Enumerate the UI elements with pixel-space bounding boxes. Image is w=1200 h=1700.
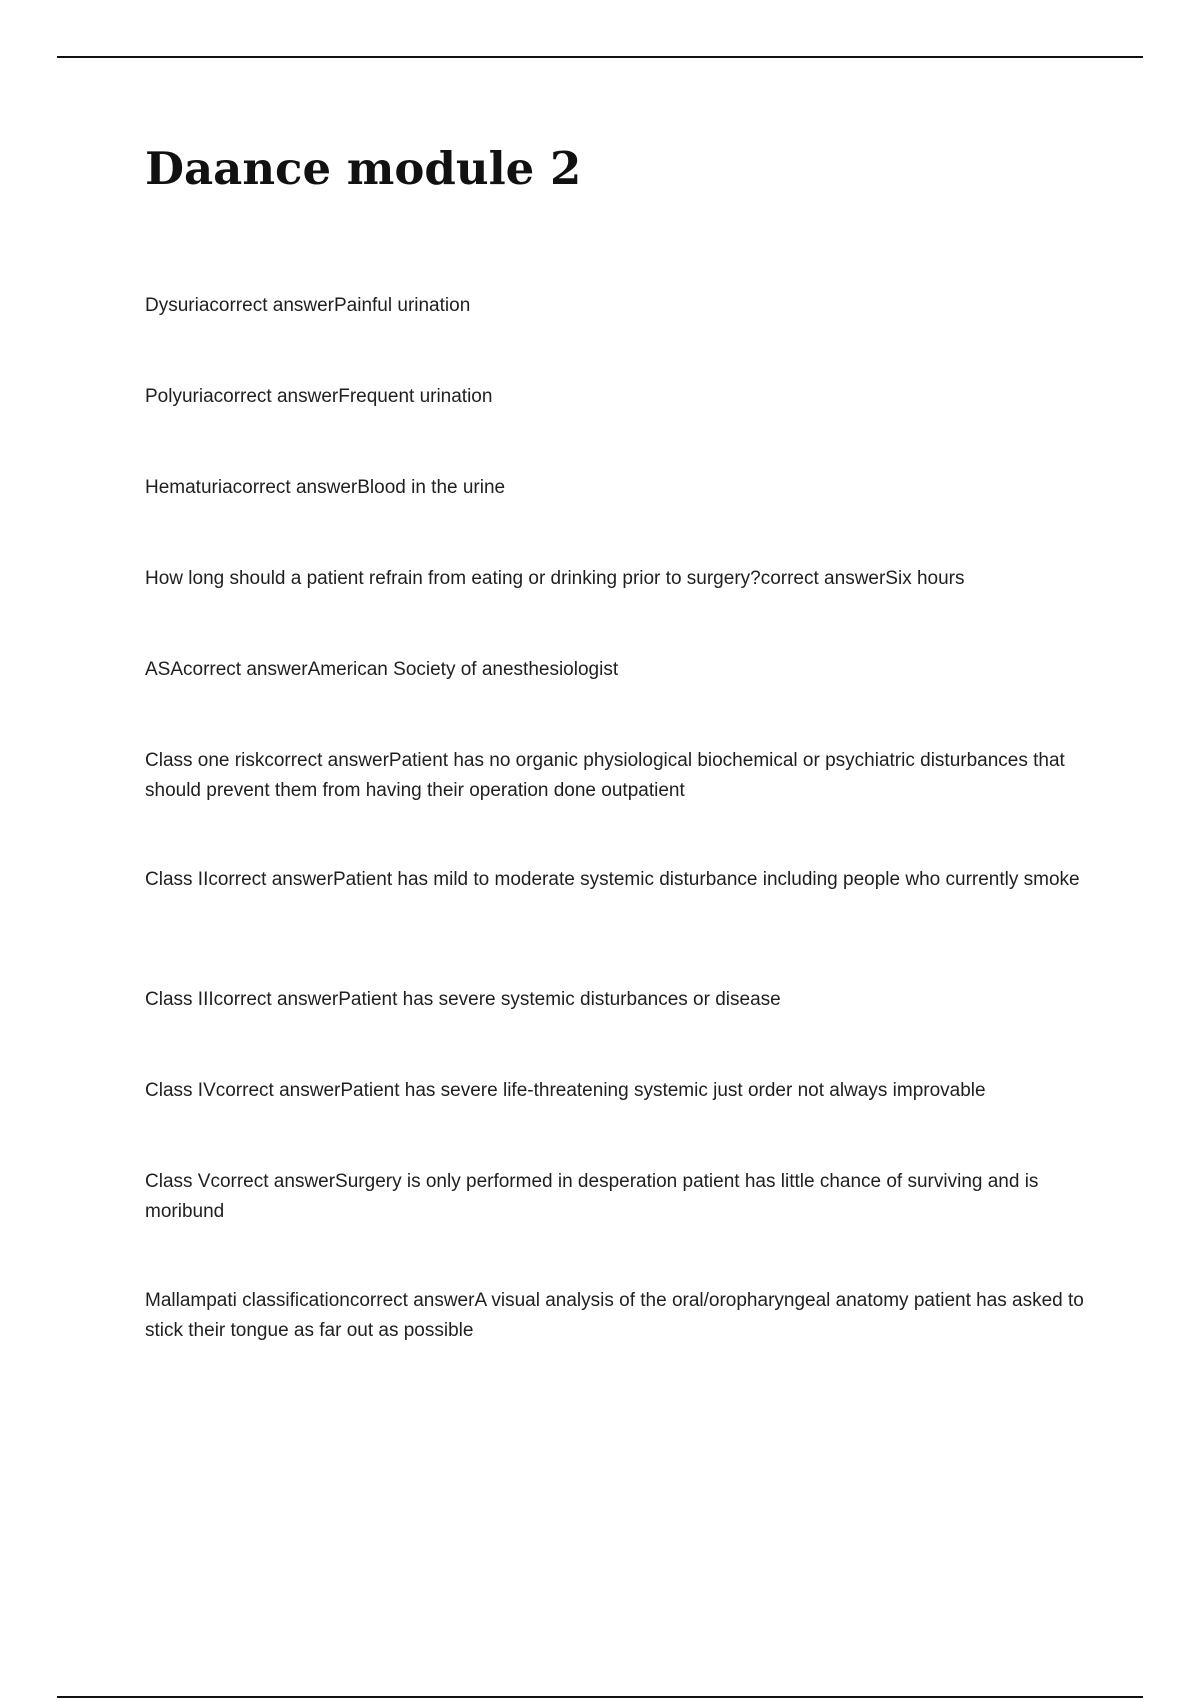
flashcard-entry-asa: ASAcorrect answerAmerican Society of anesthesiologist <box>145 659 619 680</box>
flashcard-entry-polyuria: Polyuriacorrect answerFrequent urination <box>145 386 493 407</box>
footer-rule <box>57 1696 1143 1698</box>
flashcard-entry-fasting: How long should a patient refrain from eating or drinking prior to surgery?correct answerSix hours <box>145 568 965 589</box>
header-rule <box>57 56 1143 58</box>
flashcard-entry-class-iii: Class IIIcorrect answerPatient has severe systemic disturbances or disease <box>145 989 781 1010</box>
flashcard-entry-class-iv: Class IVcorrect answerPatient has severe life-threatening systemic just order not always improvable <box>145 1080 986 1101</box>
flashcard-entry-hematuria: Hematuriacorrect answerBlood in the urine <box>145 477 506 498</box>
flashcard-entry-class-v: Class Vcorrect answerSurgery is only performed in desperation patient has little chance of surviving and is moribund <box>145 1171 1039 1222</box>
document-title: Daance module 2 <box>145 142 582 195</box>
flashcard-entry-class-ii: Class IIcorrect answerPatient has mild to moderate systemic disturbance including people who currently smoke <box>145 869 1080 890</box>
flashcard-entry-dysuria: Dysuriacorrect answerPainful urination <box>145 295 471 316</box>
flashcard-entry-class-one: Class one riskcorrect answerPatient has no organic physiological biochemical or psychiatric disturbances that should prevent them from having their operation done outpatient <box>145 750 1065 801</box>
flashcard-entry-mallampati: Mallampati classificationcorrect answerA visual analysis of the oral/oropharyngeal anatomy patient has asked to stick their tongue as far out as possible <box>145 1290 1084 1341</box>
